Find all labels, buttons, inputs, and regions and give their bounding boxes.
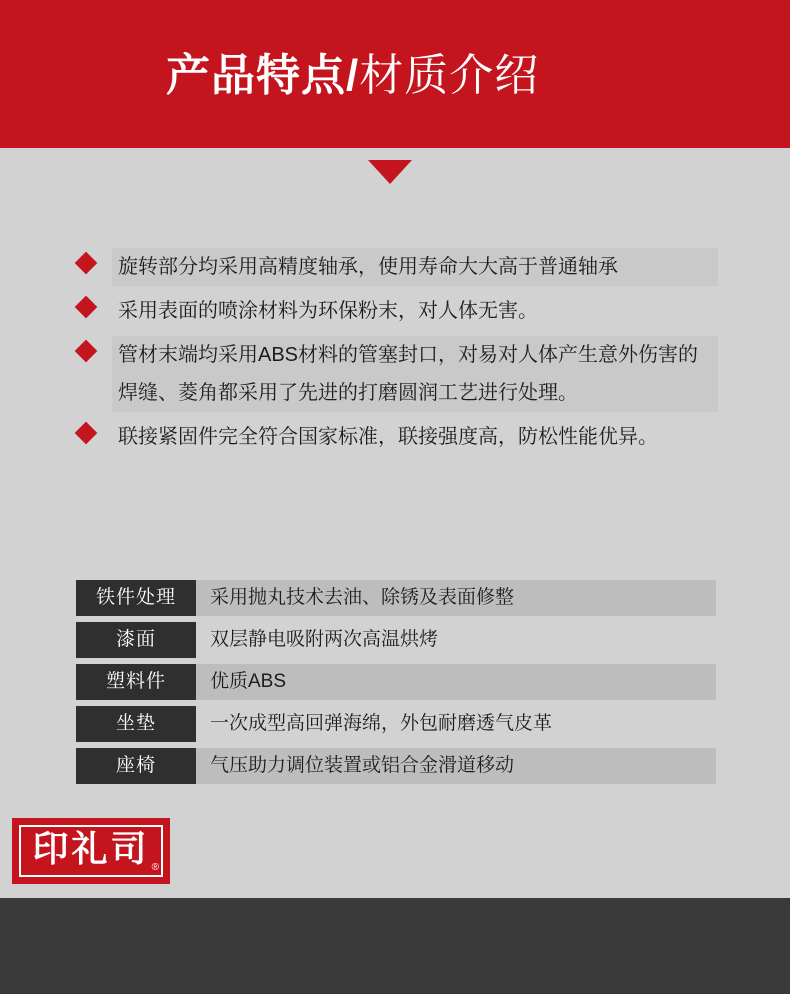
spec-label: 坐垫 <box>76 706 196 742</box>
list-item <box>78 418 718 456</box>
table-row <box>76 664 716 700</box>
brand-logo <box>12 818 170 884</box>
spec-value: 优质ABS <box>196 664 716 700</box>
spec-label: 座椅 <box>76 748 196 784</box>
triangle-pointer-icon <box>368 160 412 184</box>
table-row <box>76 748 716 784</box>
bullet-text: 联接紧固件完全符合国家标准，联接强度高，防松性能优异。 <box>118 426 658 448</box>
diamond-bullet-icon <box>75 422 98 445</box>
spec-label: 铁件处理 <box>76 580 196 616</box>
page-title-light: 材质介绍 <box>359 51 540 100</box>
diamond-bullet-icon <box>75 252 98 275</box>
diamond-bullet-icon <box>75 296 98 319</box>
table-row <box>76 706 716 742</box>
page-title <box>166 48 539 104</box>
bullet-text: 管材末端均采用ABS材料的管塞封口，对易对人体产生意外伤害的焊缝、菱角都采用了先进的打磨圆润工艺进行处理。 <box>112 336 718 412</box>
bullet-text: 旋转部分均采用高精度轴承，使用寿命大大高于普通轴承 <box>112 248 718 286</box>
footer-band <box>0 898 790 994</box>
material-spec-table <box>76 580 716 790</box>
diamond-bullet-icon <box>75 340 98 363</box>
spec-value: 采用抛丸技术去油、除锈及表面修整 <box>196 580 716 616</box>
spec-value: 一次成型高回弹海绵，外包耐磨透气皮革 <box>210 713 553 734</box>
header-banner <box>0 0 790 148</box>
spec-label: 塑料件 <box>76 664 196 700</box>
feature-bullet-list <box>78 248 718 462</box>
registered-trademark-icon: ® <box>151 862 159 873</box>
table-row <box>76 580 716 616</box>
table-row <box>76 622 716 658</box>
list-item <box>78 292 718 330</box>
spec-label: 漆面 <box>76 622 196 658</box>
bullet-text: 采用表面的喷涂材料为环保粉末，对人体无害。 <box>118 300 538 322</box>
logo-text: 印礼司 <box>32 828 150 870</box>
list-item <box>78 248 718 286</box>
list-item <box>78 336 718 412</box>
spec-value: 气压助力调位装置或铝合金滑道移动 <box>196 748 716 784</box>
page-title-separator: / <box>346 51 360 100</box>
spec-value: 双层静电吸附两次高温烘烤 <box>210 629 439 650</box>
page-title-bold: 产品特点 <box>166 51 346 100</box>
